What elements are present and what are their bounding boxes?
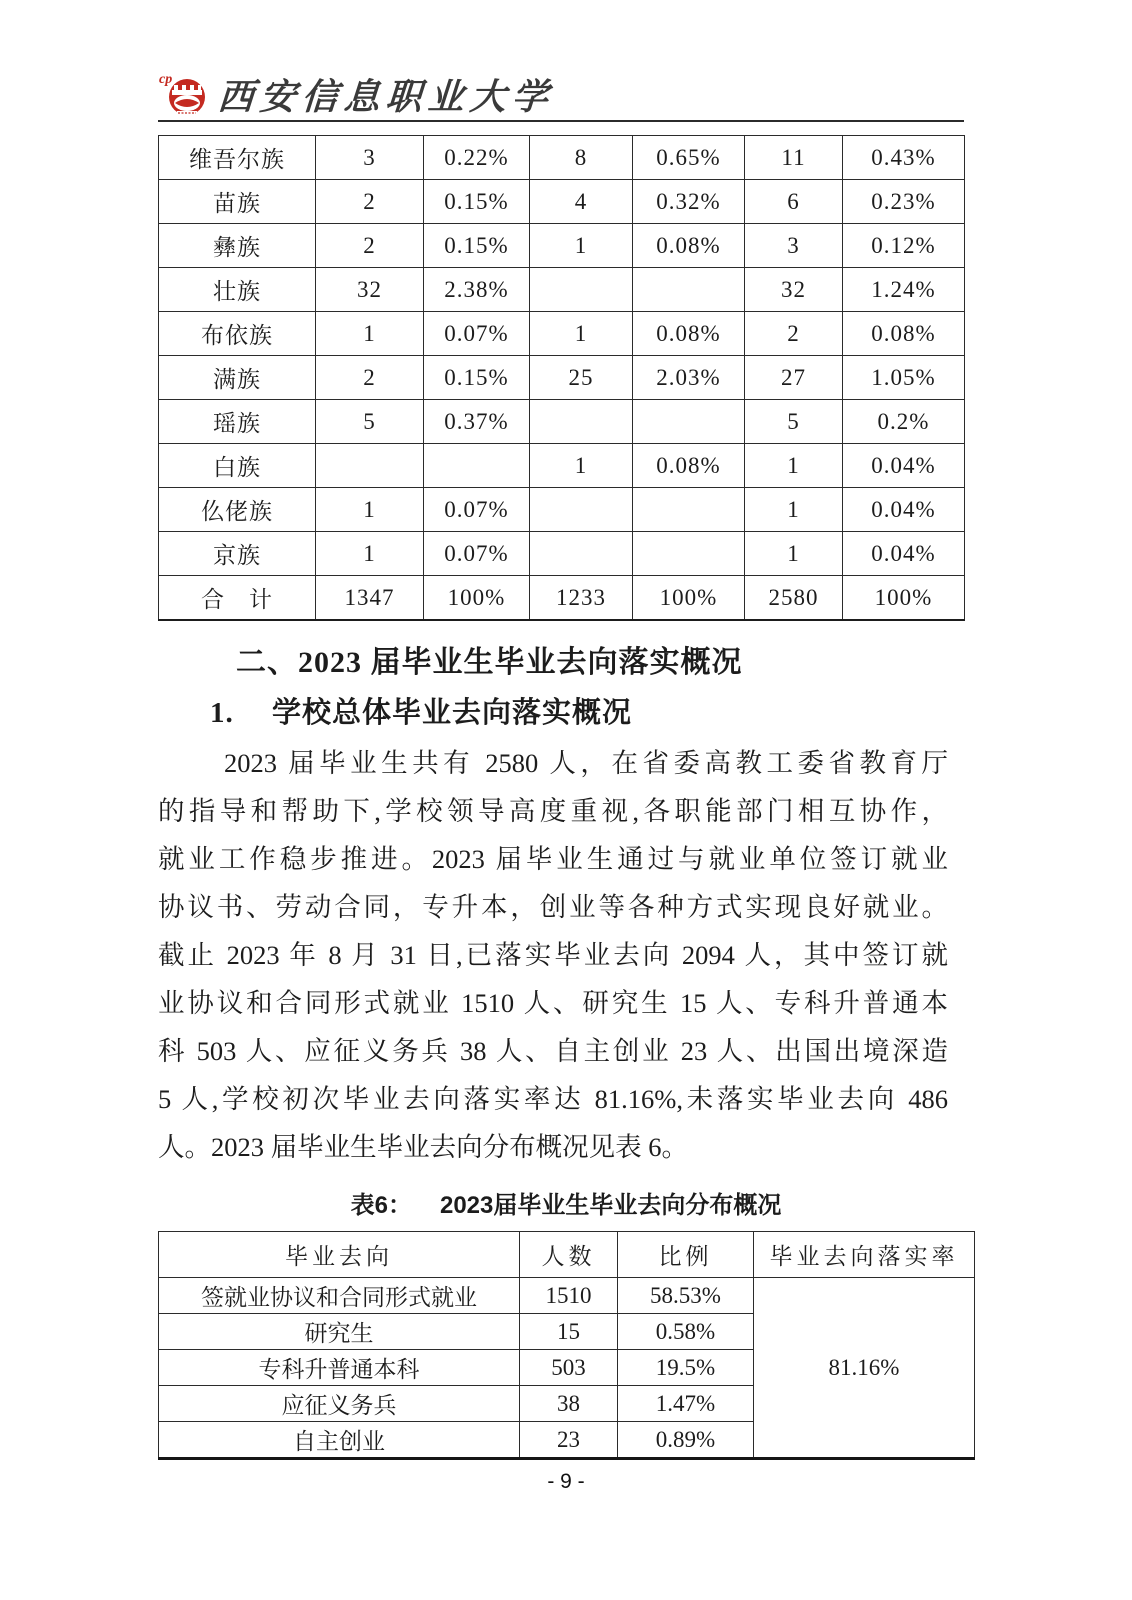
ethnicity-cell: 1.24% bbox=[843, 268, 965, 312]
ethnicity-cell: 0.07% bbox=[424, 312, 530, 356]
paragraph-line: 就业工作稳步推进。2023 届毕业生通过与就业单位签订就业 bbox=[158, 844, 948, 874]
ethnicity-cell: 1347 bbox=[316, 576, 424, 621]
ethnicity-cell: 1 bbox=[745, 532, 843, 576]
ethnicity-cell: 0.04% bbox=[843, 444, 965, 488]
ethnicity-row bbox=[159, 136, 965, 180]
ethnicity-cell: 100% bbox=[843, 576, 965, 621]
ethnicity-cell: 3 bbox=[316, 136, 424, 180]
destination-cell: 研究生 bbox=[159, 1314, 520, 1350]
ethnicity-cell: 32 bbox=[316, 268, 424, 312]
ratio-cell: 1.47% bbox=[618, 1386, 754, 1422]
ethnicity-cell: 32 bbox=[745, 268, 843, 312]
ethnicity-cell: 0.04% bbox=[843, 532, 965, 576]
ethnicity-cell: 0.07% bbox=[424, 488, 530, 532]
ethnicity-cell: 2 bbox=[316, 224, 424, 268]
ethnicity-cell: 白族 bbox=[159, 444, 316, 488]
ethnicity-cell bbox=[530, 488, 633, 532]
ethnicity-cell: 苗族 bbox=[159, 180, 316, 224]
ethnicity-cell: 0.08% bbox=[633, 444, 745, 488]
ethnicity-cell bbox=[633, 532, 745, 576]
ethnicity-cell: 2 bbox=[745, 312, 843, 356]
ethnicity-cell: 2580 bbox=[745, 576, 843, 621]
count-cell: 23 bbox=[520, 1422, 618, 1459]
header-divider bbox=[158, 120, 964, 122]
ethnicity-cell: 5 bbox=[745, 400, 843, 444]
placement-rate-cell: 81.16% bbox=[754, 1278, 975, 1459]
ethnicity-cell: 0.22% bbox=[424, 136, 530, 180]
ethnicity-cell: 100% bbox=[424, 576, 530, 621]
ethnicity-table bbox=[158, 135, 965, 621]
ethnicity-cell: 彝族 bbox=[159, 224, 316, 268]
ethnicity-cell: 100% bbox=[633, 576, 745, 621]
section-heading: 二、2023 届毕业生毕业去向落实概况 bbox=[236, 646, 743, 679]
ethnicity-cell bbox=[530, 532, 633, 576]
col-header-destination: 毕业去向 bbox=[159, 1232, 520, 1278]
ethnicity-row bbox=[159, 576, 965, 621]
count-cell: 1510 bbox=[520, 1278, 618, 1314]
ethnicity-cell: 满族 bbox=[159, 356, 316, 400]
ethnicity-cell: 0.15% bbox=[424, 224, 530, 268]
ethnicity-cell: 0.37% bbox=[424, 400, 530, 444]
ethnicity-cell: 0.12% bbox=[843, 224, 965, 268]
paragraph-line: 的指导和帮助下,学校领导高度重视,各职能部门相互协作， bbox=[158, 796, 948, 826]
table6-caption-label: 表6： bbox=[350, 1192, 412, 1219]
ethnicity-cell: 2.38% bbox=[424, 268, 530, 312]
table6-caption-title: 2023届毕业生毕业去向分布概况 bbox=[439, 1192, 782, 1219]
ethnicity-cell: 维吾尔族 bbox=[159, 136, 316, 180]
ethnicity-cell bbox=[530, 400, 633, 444]
destination-cell: 应征义务兵 bbox=[159, 1386, 520, 1422]
ethnicity-cell: 1 bbox=[530, 444, 633, 488]
ethnicity-cell: 0.65% bbox=[633, 136, 745, 180]
ethnicity-cell: 0.2% bbox=[843, 400, 965, 444]
ethnicity-row bbox=[159, 532, 965, 576]
ethnicity-cell bbox=[633, 488, 745, 532]
ethnicity-cell: 11 bbox=[745, 136, 843, 180]
table6-caption bbox=[158, 1191, 974, 1221]
page-number: - 9 - bbox=[547, 1470, 585, 1493]
col-header-count: 人数 bbox=[520, 1232, 618, 1278]
ethnicity-cell: 壮族 bbox=[159, 268, 316, 312]
ethnicity-cell bbox=[530, 268, 633, 312]
ethnicity-cell: 1 bbox=[316, 488, 424, 532]
paragraph-line: 科 503 人、应征义务兵 38 人、自主创业 23 人、出国出境深造 bbox=[158, 1036, 948, 1066]
ethnicity-cell: 1 bbox=[316, 312, 424, 356]
ethnicity-cell: 2 bbox=[316, 180, 424, 224]
paragraph-line: 业协议和合同形式就业 1510 人、研究生 15 人、专科升普通本 bbox=[158, 988, 948, 1018]
ethnicity-cell: 0.23% bbox=[843, 180, 965, 224]
ethnicity-cell bbox=[633, 400, 745, 444]
paragraph-line: 截止 2023 年 8 月 31 日,已落实毕业去向 2094 人，其中签订就 bbox=[158, 940, 948, 970]
ethnicity-cell: 1 bbox=[530, 312, 633, 356]
col-header-ratio: 比例 bbox=[618, 1232, 754, 1278]
ethnicity-row bbox=[159, 488, 965, 532]
paragraph-line: 2023 届毕业生共有 2580 人，在省委高教工委省教育厅 bbox=[224, 748, 948, 778]
count-cell: 38 bbox=[520, 1386, 618, 1422]
col-header-placement-rate: 毕业去向落实率 bbox=[754, 1232, 975, 1278]
university-logo bbox=[158, 70, 964, 118]
destination-table bbox=[158, 1231, 975, 1460]
ethnicity-cell: 0.04% bbox=[843, 488, 965, 532]
ethnicity-cell: 2 bbox=[316, 356, 424, 400]
ethnicity-cell: 0.07% bbox=[424, 532, 530, 576]
paragraph-line: 5 人,学校初次毕业去向落实率达 81.16%,未落实毕业去向 486 bbox=[158, 1084, 948, 1114]
ethnicity-cell: 1233 bbox=[530, 576, 633, 621]
ethnicity-cell: 8 bbox=[530, 136, 633, 180]
subsection-heading: 1. 学校总体毕业去向落实概况 bbox=[210, 697, 633, 729]
ratio-cell: 58.53% bbox=[618, 1278, 754, 1314]
ethnicity-cell: 0.32% bbox=[633, 180, 745, 224]
ethnicity-row bbox=[159, 312, 965, 356]
ethnicity-cell: 3 bbox=[745, 224, 843, 268]
paragraph-line: 协议书、劳动合同，专升本，创业等各种方式实现良好就业。 bbox=[158, 892, 948, 922]
ethnicity-row bbox=[159, 268, 965, 312]
ethnicity-cell bbox=[424, 444, 530, 488]
ethnicity-cell: 1.05% bbox=[843, 356, 965, 400]
ethnicity-cell bbox=[633, 268, 745, 312]
ethnicity-row bbox=[159, 180, 965, 224]
ethnicity-cell: 京族 bbox=[159, 532, 316, 576]
count-cell: 15 bbox=[520, 1314, 618, 1350]
ratio-cell: 0.89% bbox=[618, 1422, 754, 1459]
ethnicity-cell: 6 bbox=[745, 180, 843, 224]
ethnicity-cell: 0.08% bbox=[843, 312, 965, 356]
destination-cell: 签就业协议和合同形式就业 bbox=[159, 1278, 520, 1314]
ethnicity-cell: 0.15% bbox=[424, 180, 530, 224]
university-emblem-icon bbox=[158, 70, 210, 118]
count-cell: 503 bbox=[520, 1350, 618, 1386]
ratio-cell: 19.5% bbox=[618, 1350, 754, 1386]
ethnicity-row bbox=[159, 444, 965, 488]
ethnicity-cell: 布依族 bbox=[159, 312, 316, 356]
ethnicity-cell: 25 bbox=[530, 356, 633, 400]
ethnicity-row bbox=[159, 224, 965, 268]
ethnicity-cell: 2.03% bbox=[633, 356, 745, 400]
ethnicity-cell: 瑶族 bbox=[159, 400, 316, 444]
ethnicity-cell: 0.15% bbox=[424, 356, 530, 400]
ethnicity-cell: 4 bbox=[530, 180, 633, 224]
ethnicity-cell: 27 bbox=[745, 356, 843, 400]
ethnicity-cell: 1 bbox=[745, 444, 843, 488]
ethnicity-cell: 合 计 bbox=[159, 576, 316, 621]
destination-cell: 自主创业 bbox=[159, 1422, 520, 1459]
ethnicity-cell: 5 bbox=[316, 400, 424, 444]
svg-text:cp: cp bbox=[159, 72, 173, 87]
ethnicity-row bbox=[159, 400, 965, 444]
ratio-cell: 0.58% bbox=[618, 1314, 754, 1350]
ethnicity-cell: 仫佬族 bbox=[159, 488, 316, 532]
destination-header-row bbox=[159, 1232, 975, 1278]
university-name: 西安信息职业大学 bbox=[216, 75, 556, 118]
ethnicity-cell: 0.08% bbox=[633, 312, 745, 356]
paragraph-line: 人。2023 届毕业生毕业去向分布概况见表 6。 bbox=[158, 1132, 688, 1162]
ethnicity-cell: 0.08% bbox=[633, 224, 745, 268]
ethnicity-cell bbox=[316, 444, 424, 488]
ethnicity-cell: 1 bbox=[745, 488, 843, 532]
ethnicity-cell: 1 bbox=[316, 532, 424, 576]
destination-cell: 专科升普通本科 bbox=[159, 1350, 520, 1386]
body-paragraph bbox=[158, 739, 948, 1171]
page-header bbox=[158, 70, 964, 122]
ethnicity-cell: 1 bbox=[530, 224, 633, 268]
ethnicity-cell: 0.43% bbox=[843, 136, 965, 180]
ethnicity-row bbox=[159, 356, 965, 400]
destination-row bbox=[159, 1278, 975, 1314]
